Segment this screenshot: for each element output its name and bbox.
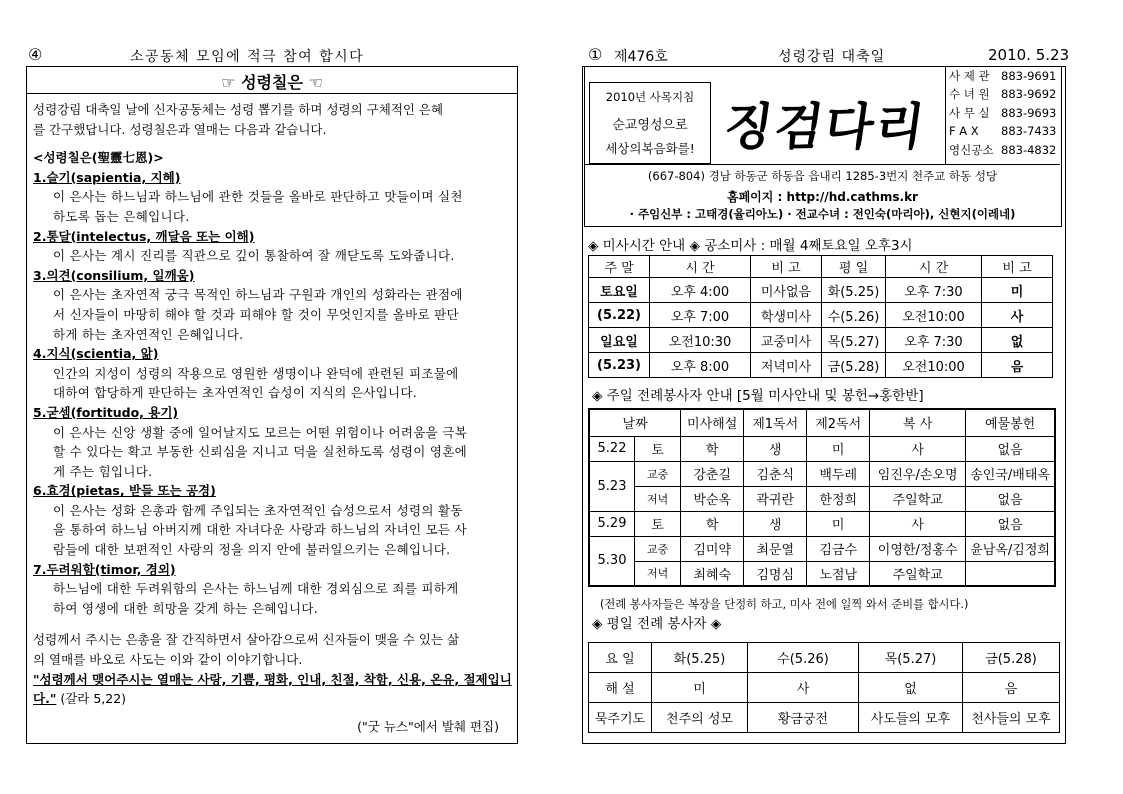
- mass-header: 평 일: [822, 256, 886, 278]
- servers-cell: 사: [870, 511, 966, 536]
- servers-cell: 김춘식: [744, 461, 807, 486]
- servers-cell: 교중: [635, 461, 681, 486]
- left-page-number: ④: [28, 45, 43, 64]
- mass-cell: 오후 7:30: [886, 328, 982, 353]
- servers-cell: 없음: [966, 436, 1055, 461]
- gift-text: 인간의 지성이 성령의 작용으로 영원한 생명이나 완덕에 관련된 피조물에: [53, 365, 459, 381]
- servers-cell: 최문열: [744, 536, 807, 561]
- gift-text: 이 은사는 신앙 생활 중에 일어날지도 모르는 어떤 위험이나 어려움을 극복: [53, 424, 467, 440]
- issue-date: 2010. 5.23: [988, 46, 1070, 64]
- contact-value: 883-9692: [1001, 87, 1057, 102]
- servers-cell: 윤남옥/김정희: [966, 536, 1055, 561]
- closing-line-1: 성령께서 주시는 은총을 잘 간직하면서 살아감으로써 신자들이 맺을 수 있는 삶: [33, 632, 460, 648]
- weekday-header: 목(5.27): [859, 643, 963, 673]
- quote-ref: (갈라 5,22): [60, 691, 127, 707]
- servers-cell: 박순옥: [681, 486, 744, 511]
- gift-text: 하여 영생에 대한 희망을 갖게 하는 은혜입니다.: [53, 600, 319, 616]
- mass-cell: 목(5.27): [822, 328, 886, 353]
- left-article-box: [26, 66, 518, 744]
- servers-cell: 교중: [635, 536, 681, 561]
- gift-title: 7.두려워함(timor, 경외): [33, 561, 176, 577]
- gift-text: 이 은사는 초자연적 궁극 목적인 하느님과 구원과 개인의 성화라는 관점에: [53, 287, 463, 303]
- mass-cell: 학생미사: [751, 303, 822, 328]
- servers-cell: [966, 561, 1055, 586]
- contact-label: F A X: [949, 124, 979, 139]
- servers-date: 5.23: [589, 461, 635, 511]
- servers-cell: 곽귀란: [744, 486, 807, 511]
- issue-number: 제476호: [614, 49, 668, 65]
- weekday-servers-table: [588, 642, 1060, 733]
- gift-title: 3.의견(consilium, 일깨움): [33, 267, 195, 283]
- contact-row: [949, 104, 1061, 122]
- gift-text: 하게 하는 초자연적인 은혜입니다.: [53, 326, 244, 342]
- servers-cell: 저녁: [635, 486, 681, 511]
- contact-row: [949, 141, 1061, 159]
- servers-cell: 미: [807, 511, 870, 536]
- quote: [33, 670, 517, 709]
- mass-cell: 저녁미사: [751, 353, 822, 378]
- contact-value: 883-9691: [1001, 69, 1057, 83]
- parish-staff: · 주임신부 : 고태경(율리아노) · 전교수녀 : 전인숙(마리아), 신현지(이레네): [629, 207, 1016, 221]
- weekday-cell: 묵주기도: [589, 703, 652, 733]
- contact-box: [945, 67, 1061, 164]
- mass-cell: 금(5.28): [822, 353, 886, 378]
- servers-cell: 사: [870, 436, 966, 461]
- contact-label: 사 제 관: [949, 69, 990, 83]
- contact-value: 883-9693: [1001, 105, 1057, 120]
- newsletter-logo: 징검다리: [720, 97, 930, 156]
- servers-cell: 임진우/손오명: [870, 461, 966, 486]
- mass-cell: 일요일: [589, 328, 650, 353]
- servers-cell: 토: [635, 436, 681, 461]
- mass-cell: 없: [982, 328, 1053, 353]
- servers-cell: 강춘길: [681, 461, 744, 486]
- weekday-servers-title: ◈ 평일 전례 봉사자 ◈: [592, 616, 722, 632]
- servers-cell: 토: [635, 511, 681, 536]
- gift-text: 하도록 돕는 은혜입니다.: [53, 208, 190, 224]
- gift-text: 이 은사는 성화 은총과 함께 주입되는 초자연적인 습성으로서 성령의 활동: [53, 502, 463, 518]
- servers-header: 미사해설: [681, 409, 744, 436]
- weekday-header: 수(5.26): [748, 643, 859, 673]
- servers-cell: 없음: [966, 511, 1055, 536]
- weekday-cell: 미: [652, 673, 748, 703]
- motto-line-2: 세상의복음화를!: [605, 141, 695, 156]
- gift-text: 람들에 대한 보편적인 사랑의 정을 의지 안에 불러일으키는 은혜입니다.: [53, 542, 451, 558]
- gift-text: 하느님에 대한 두려워함의 은사는 하느님께 대한 경외심으로 죄를 피하게: [53, 581, 459, 597]
- masthead: [584, 66, 1062, 227]
- motto-line-1: 순교영성으로: [612, 118, 688, 133]
- intro-line-2: 를 간구했답니다. 성령칠은과 열매는 다음과 같습니다.: [33, 121, 327, 137]
- servers-cell: 5.22: [589, 436, 635, 461]
- mass-cell: 오전10:00: [886, 353, 982, 378]
- mass-cell: 오전10:00: [886, 303, 982, 328]
- mass-schedule-title: ◈ 미사시간 안내 ◈ 공소미사 : 매월 4째토요일 오후3시: [588, 238, 913, 254]
- mass-cell: (5.22): [589, 303, 650, 328]
- gift-text: 서 신자들이 마땅히 해야 할 것과 피해야 할 것이 무엇인지를 올바로 판단: [53, 306, 459, 322]
- left-slogan: 소공동체 모임에 적극 참여 합시다: [130, 49, 365, 65]
- mass-cell: 수(5.26): [822, 303, 886, 328]
- gift-text: 할 수 있다는 확고 부동한 신뢰심을 지니고 덕을 실천하도록 성령이 영혼에: [53, 444, 467, 460]
- mass-cell: 오후 4:00: [650, 278, 751, 303]
- mass-cell: 교중미사: [751, 328, 822, 353]
- closing-line-2-text: 의 열매를 바오로 사도는 이와 같이 이야기합니다.: [33, 652, 303, 668]
- mass-header: 비 고: [751, 256, 822, 278]
- weekday-header: 요 일: [589, 643, 652, 673]
- closing-line-2: [33, 650, 517, 670]
- contact-label: 사 무 실: [949, 105, 990, 120]
- contact-label: 영신공소: [949, 142, 994, 157]
- mass-cell: 사: [982, 303, 1053, 328]
- servers-cell: 생: [744, 436, 807, 461]
- gifts-heading: <성령칠은(聖靈七恩)>: [33, 150, 164, 166]
- weekday-cell: 황금궁전: [748, 703, 859, 733]
- weekday-header: 금(5.28): [963, 643, 1060, 673]
- gift-title: 2.통달(intelectus, 깨달음 또는 이해): [33, 228, 255, 244]
- contact-row: [949, 67, 1061, 85]
- servers-header: 날짜: [589, 409, 681, 436]
- servers-cell: 송인국/배태옥: [966, 461, 1055, 486]
- weekday-cell: 사: [748, 673, 859, 703]
- gift-title: 1.슬기(sapientia, 지혜): [33, 169, 181, 185]
- servers-cell: 이영한/정홍수: [870, 536, 966, 561]
- motto-box: [589, 82, 711, 164]
- mass-cell: (5.23): [589, 353, 650, 378]
- gift-title: 4.지식(scientia, 앎): [33, 346, 159, 362]
- servers-cell: 학: [681, 436, 744, 461]
- servers-cell: 백두레: [807, 461, 870, 486]
- servers-cell: 학: [681, 511, 744, 536]
- servers-cell: 김명심: [744, 561, 807, 586]
- mass-header: 비 고: [982, 256, 1053, 278]
- mass-cell: 토요일: [589, 278, 650, 303]
- parish-homepage: 홈페이지 : http://hd.cathms.kr: [727, 190, 918, 204]
- contact-value: 883-4832: [1001, 142, 1057, 157]
- servers-cell: 김미약: [681, 536, 744, 561]
- right-page-number: ①: [588, 45, 603, 64]
- servers-date: 5.30: [589, 536, 635, 586]
- mass-cell: 오후 7:00: [650, 303, 751, 328]
- contact-label: 수 녀 원: [949, 87, 990, 102]
- contact-value: 883-7433: [1001, 124, 1057, 139]
- article-title: ☞ 성령칠은 ☜: [221, 73, 323, 92]
- servers-cell: 미: [807, 436, 870, 461]
- mass-cell: 미: [982, 278, 1053, 303]
- mass-header: 시 간: [886, 256, 982, 278]
- servers-note: (전례 봉사자들은 복장을 단정히 하고, 미사 전에 일찍 와서 준비를 합시다.): [600, 598, 969, 611]
- servers-cell: 없음: [966, 486, 1055, 511]
- mass-header: 주 말: [589, 256, 650, 278]
- servers-cell: 5.29: [589, 511, 635, 536]
- contact-row: [949, 122, 1061, 140]
- gift-text: 을 통하여 하느님 아버지께 대한 자녀다운 사랑과 하느님의 자녀인 모든 사: [53, 522, 467, 538]
- mass-schedule-table: [588, 255, 1053, 378]
- servers-header: 예물봉헌: [966, 409, 1055, 436]
- servers-cell: 생: [744, 511, 807, 536]
- article-body: [33, 100, 517, 709]
- mass-cell: 화(5.25): [822, 278, 886, 303]
- weekday-header: 화(5.25): [652, 643, 748, 673]
- sunday-servers-table: [588, 408, 1056, 587]
- masthead-divider: [585, 164, 1060, 165]
- gift-text: 대하여 합당하게 판단하는 초자연적인 습성이 지식의 은사입니다.: [53, 385, 418, 401]
- mass-cell: 오후 8:00: [650, 353, 751, 378]
- gift-text: 이 은사는 계시 진리를 직관으로 깊이 통찰하여 잘 깨닫도록 도와줍니다.: [53, 248, 455, 264]
- servers-header: 제2독서: [807, 409, 870, 436]
- gift-title: 6.효경(pietas, 받들 또는 공경): [33, 483, 216, 499]
- servers-header: 복 사: [870, 409, 966, 436]
- title-divider: [27, 93, 517, 94]
- mass-header: 시 간: [650, 256, 751, 278]
- weekday-cell: 천사들의 모후: [963, 703, 1060, 733]
- contact-row: [949, 85, 1061, 103]
- servers-cell: 한정희: [807, 486, 870, 511]
- mass-cell: 미사없음: [751, 278, 822, 303]
- article-source: ("굿 뉴스"에서 발췌 편집): [357, 719, 499, 734]
- parish-address: (667-804) 경남 하동군 하동읍 읍내리 1285-3번지 천주교 하동 성당: [647, 169, 998, 183]
- servers-cell: 최혜숙: [681, 561, 744, 586]
- gift-title: 5.굳셈(fortitudo, 용기): [33, 404, 179, 420]
- occasion: 성령강림 대축일: [778, 49, 886, 65]
- mass-cell: 음: [982, 353, 1053, 378]
- weekday-cell: 해 설: [589, 673, 652, 703]
- servers-cell: 주일학교: [870, 486, 966, 511]
- weekday-cell: 천주의 성모: [652, 703, 748, 733]
- motto-year: 2010년 사목지침: [605, 90, 695, 104]
- servers-cell: 저녁: [635, 561, 681, 586]
- mass-cell: 오전10:30: [650, 328, 751, 353]
- quote-text: "성령께서 맺어주시는 열매는 사랑, 기쁨, 평화, 인내, 친절, 착함, 신용, 온유, 절제입니다.": [33, 671, 512, 707]
- sunday-servers-title: ◈ 주일 전례봉사자 안내 [5월 미사안내 및 봉헌→홍한반]: [592, 388, 924, 404]
- mass-cell: 오후 7:30: [886, 278, 982, 303]
- servers-cell: 김금수: [807, 536, 870, 561]
- weekday-cell: 사도들의 모후: [859, 703, 963, 733]
- gift-text: 이 은사는 하느님과 하느님에 관한 것들을 올바로 판단하고 맛들이며 실천: [53, 189, 463, 205]
- weekday-cell: 없: [859, 673, 963, 703]
- weekday-cell: 음: [963, 673, 1060, 703]
- servers-header: 제1독서: [744, 409, 807, 436]
- intro-line-1: 성령강림 대축일 날에 신자공동체는 성령 뽑기를 하며 성령의 구체적인 은혜: [33, 102, 444, 117]
- servers-cell: 노점남: [807, 561, 870, 586]
- servers-cell: 주일학교: [870, 561, 966, 586]
- gift-text: 게 주는 힘입니다.: [53, 463, 153, 479]
